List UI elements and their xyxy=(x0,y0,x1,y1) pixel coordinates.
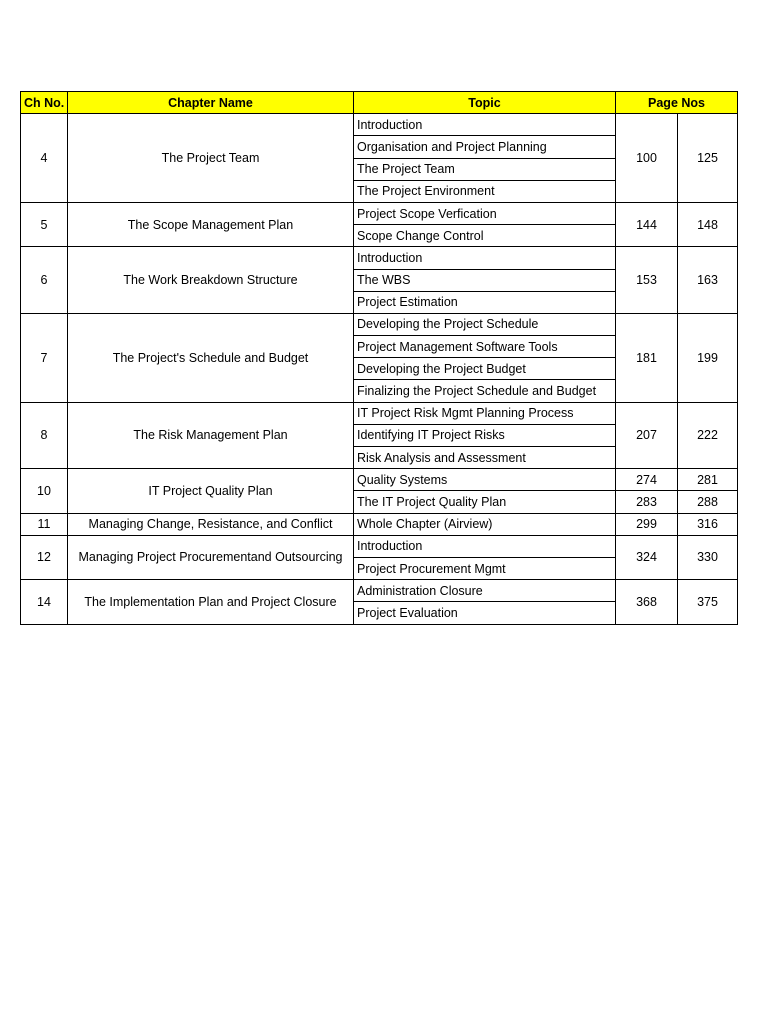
topic-cell: Risk Analysis and Assessment xyxy=(354,447,616,469)
chapter-name: Managing Change, Resistance, and Conflict xyxy=(68,513,354,535)
page-start: 299 xyxy=(616,513,678,535)
page-start: 181 xyxy=(616,313,678,402)
topic-cell: Project Procurement Mgmt xyxy=(354,557,616,579)
topic-cell: Project Management Software Tools xyxy=(354,336,616,358)
table-row xyxy=(21,202,738,224)
page-end: 199 xyxy=(678,313,738,402)
page-end: 281 xyxy=(678,469,738,491)
header-page-nos: Page Nos xyxy=(616,92,738,114)
table-row xyxy=(21,513,738,535)
page-start: 207 xyxy=(616,402,678,469)
chapter-table-body xyxy=(21,114,738,624)
chapter-number: 6 xyxy=(21,247,68,314)
chapter-number: 5 xyxy=(21,202,68,246)
topic-cell: The Project Environment xyxy=(354,180,616,202)
chapter-table xyxy=(20,91,738,625)
header-row xyxy=(21,92,738,114)
topic-cell: Introduction xyxy=(354,114,616,136)
page-end: 163 xyxy=(678,247,738,314)
page-start: 274 xyxy=(616,469,678,491)
topic-cell: The Project Team xyxy=(354,158,616,180)
topic-cell: Quality Systems xyxy=(354,469,616,491)
table-row xyxy=(21,580,738,602)
page-start: 100 xyxy=(616,114,678,203)
page-end: 125 xyxy=(678,114,738,203)
chapter-name: Managing Project Procurementand Outsourcing xyxy=(68,535,354,579)
topic-cell: Project Evaluation xyxy=(354,602,616,624)
page-end: 288 xyxy=(678,491,738,513)
chapter-name: The Implementation Plan and Project Closure xyxy=(68,580,354,624)
chapter-number: 12 xyxy=(21,535,68,579)
page-end: 148 xyxy=(678,202,738,246)
page-end: 330 xyxy=(678,535,738,579)
table-row xyxy=(21,313,738,335)
topic-cell: IT Project Risk Mgmt Planning Process xyxy=(354,402,616,424)
page-start: 153 xyxy=(616,247,678,314)
topic-cell: Developing the Project Schedule xyxy=(354,313,616,335)
chapter-name: The Scope Management Plan xyxy=(68,202,354,246)
topic-cell: Introduction xyxy=(354,535,616,557)
chapter-name: The Risk Management Plan xyxy=(68,402,354,469)
chapter-number: 11 xyxy=(21,513,68,535)
header-ch-no: Ch No. xyxy=(21,92,68,114)
topic-cell: Project Scope Verfication xyxy=(354,202,616,224)
topic-cell: Developing the Project Budget xyxy=(354,358,616,380)
page-end: 316 xyxy=(678,513,738,535)
topic-cell: Identifying IT Project Risks xyxy=(354,424,616,446)
table-row xyxy=(21,402,738,424)
page-start: 368 xyxy=(616,580,678,624)
topic-cell: Finalizing the Project Schedule and Budget xyxy=(354,380,616,402)
chapter-name: The Work Breakdown Structure xyxy=(68,247,354,314)
topic-cell: Scope Change Control xyxy=(354,225,616,247)
page-end: 375 xyxy=(678,580,738,624)
topic-cell: Administration Closure xyxy=(354,580,616,602)
topic-cell: The WBS xyxy=(354,269,616,291)
header-chapter-name: Chapter Name xyxy=(68,92,354,114)
table-row xyxy=(21,535,738,557)
topic-cell: Whole Chapter (Airview) xyxy=(354,513,616,535)
page-end: 222 xyxy=(678,402,738,469)
page-start: 283 xyxy=(616,491,678,513)
page-start: 144 xyxy=(616,202,678,246)
topic-cell: The IT Project Quality Plan xyxy=(354,491,616,513)
chapter-number: 8 xyxy=(21,402,68,469)
chapter-name: IT Project Quality Plan xyxy=(68,469,354,513)
chapter-name: The Project's Schedule and Budget xyxy=(68,313,354,402)
table-row xyxy=(21,469,738,491)
table-row xyxy=(21,114,738,136)
page-start: 324 xyxy=(616,535,678,579)
table-row xyxy=(21,247,738,269)
chapter-number: 4 xyxy=(21,114,68,203)
topic-cell: Introduction xyxy=(354,247,616,269)
chapter-number: 10 xyxy=(21,469,68,513)
chapter-name: The Project Team xyxy=(68,114,354,203)
header-topic: Topic xyxy=(354,92,616,114)
chapter-number: 14 xyxy=(21,580,68,624)
chapter-number: 7 xyxy=(21,313,68,402)
topic-cell: Organisation and Project Planning xyxy=(354,136,616,158)
topic-cell: Project Estimation xyxy=(354,291,616,313)
